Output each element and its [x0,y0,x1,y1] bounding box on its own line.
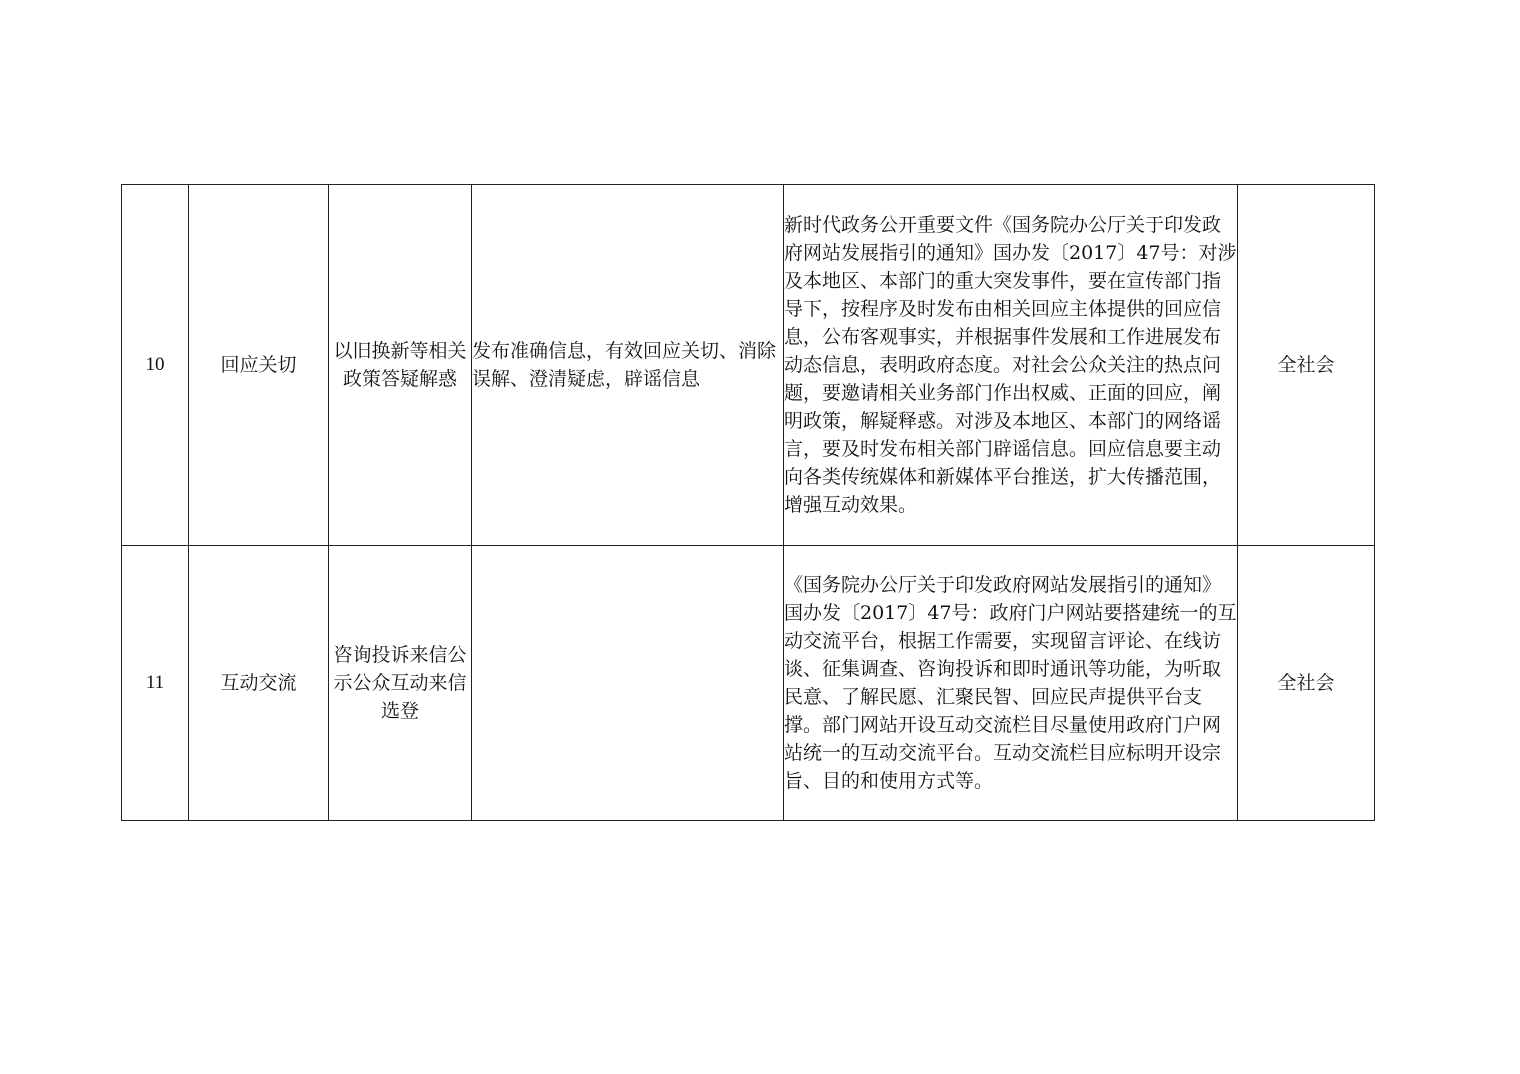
row-item: 以旧换新等相关政策答疑解惑 [329,185,472,546]
row-item: 咨询投诉来信公示公众互动来信选登 [329,546,472,821]
row-number: 10 [122,185,189,546]
row-category: 回应关切 [189,185,329,546]
row-audience: 全社会 [1238,185,1375,546]
row-requirement [472,546,784,821]
row-requirement: 发布准确信息，有效回应关切、消除误解、澄清疑虑，辟谣信息 [472,185,784,546]
table-row [122,185,1375,546]
row-category: 互动交流 [189,546,329,821]
row-audience: 全社会 [1238,546,1375,821]
row-number: 11 [122,546,189,821]
disclosure-table [121,184,1375,821]
table-row [122,546,1375,821]
row-basis: 新时代政务公开重要文件《国务院办公厅关于印发政府网站发展指引的通知》国办发〔2017〕47号：对涉及本地区、本部门的重大突发事件，要在宣传部门指导下，按程序及时发布由相关回应主体提供的回应信息，公布客观事实，并根据事件发展和工作进展发布动态信息，表明政府态度。对社会公众关注的热点问题，要邀请相关业务部门作出权威、正面的回应，阐明政策，解疑释惑。对涉及本地区、本部门的网络谣言，要及时发布相关部门辟谣信息。回应信息要主动向各类传统媒体和新媒体平台推送，扩大传播范围，增强互动效果。 [784,185,1238,546]
row-basis: 《国务院办公厅关于印发政府网站发展指引的通知》国办发〔2017〕47号：政府门户网站要搭建统一的互动交流平台，根据工作需要，实现留言评论、在线访谈、征集调查、咨询投诉和即时通讯等功能，为听取民意、了解民愿、汇聚民智、回应民声提供平台支撑。部门网站开设互动交流栏目尽量使用政府门户网站统一的互动交流平台。互动交流栏目应标明开设宗旨、目的和使用方式等。 [784,546,1238,821]
